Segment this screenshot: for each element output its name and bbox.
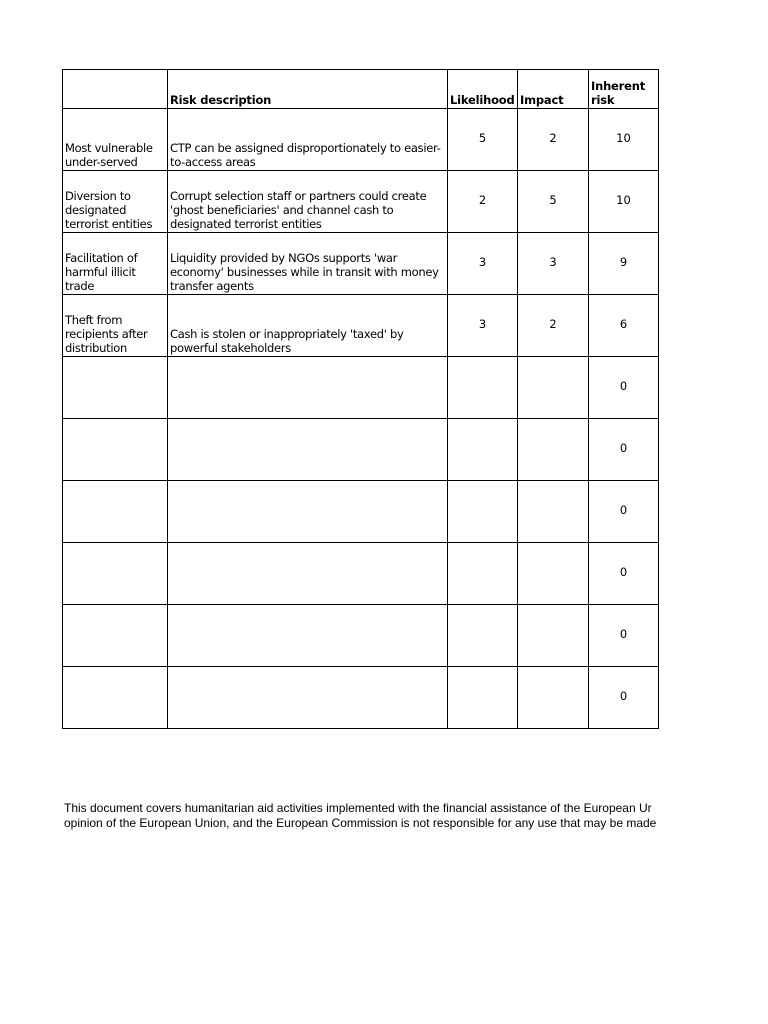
- risk-area-cell: [63, 419, 168, 481]
- inherent-risk-cell: 0: [589, 605, 659, 667]
- table-row: [63, 543, 659, 605]
- header-area: [63, 70, 168, 109]
- impact-cell: 2: [518, 109, 589, 171]
- risk-area-cell: [63, 481, 168, 543]
- risk-area-cell: [63, 543, 168, 605]
- risk-description-cell: [168, 357, 448, 419]
- likelihood-cell: 3: [448, 295, 518, 357]
- risk-area-cell: Most vulnerable under-served: [63, 109, 168, 171]
- inherent-risk-cell: 0: [589, 419, 659, 481]
- risk-description-cell: Corrupt selection staff or partners could create 'ghost beneficiaries' and channel cash to designated terrorist entities: [168, 171, 448, 233]
- impact-cell: [518, 357, 589, 419]
- risk-area-cell: Theft from recipients after distribution: [63, 295, 168, 357]
- inherent-risk-cell: 0: [589, 667, 659, 729]
- table-row: [63, 419, 659, 481]
- header-risk-description: Risk description: [168, 70, 448, 109]
- likelihood-cell: [448, 543, 518, 605]
- table-row: [63, 295, 659, 357]
- inherent-risk-cell: 0: [589, 543, 659, 605]
- risk-table: [62, 69, 659, 729]
- likelihood-cell: [448, 667, 518, 729]
- likelihood-cell: [448, 481, 518, 543]
- table-row: [63, 357, 659, 419]
- impact-cell: [518, 605, 589, 667]
- likelihood-cell: 5: [448, 109, 518, 171]
- inherent-risk-cell: 6: [589, 295, 659, 357]
- inherent-risk-cell: 10: [589, 171, 659, 233]
- impact-cell: 5: [518, 171, 589, 233]
- impact-cell: [518, 667, 589, 729]
- table-row: [63, 481, 659, 543]
- impact-cell: [518, 481, 589, 543]
- risk-description-cell: [168, 543, 448, 605]
- risk-description-cell: CTP can be assigned disproportionately to easier-to-access areas: [168, 109, 448, 171]
- impact-cell: 2: [518, 295, 589, 357]
- risk-description-cell: [168, 667, 448, 729]
- risk-description-cell: [168, 605, 448, 667]
- likelihood-cell: [448, 419, 518, 481]
- table-row: [63, 171, 659, 233]
- impact-cell: [518, 543, 589, 605]
- inherent-risk-cell: 0: [589, 357, 659, 419]
- risk-area-cell: Facilitation of harmful illicit trade: [63, 233, 168, 295]
- inherent-risk-cell: 10: [589, 109, 659, 171]
- risk-description-cell: [168, 419, 448, 481]
- risk-area-cell: [63, 605, 168, 667]
- impact-cell: 3: [518, 233, 589, 295]
- likelihood-cell: 2: [448, 171, 518, 233]
- table-row: [63, 667, 659, 729]
- header-likelihood: Likelihood: [448, 70, 518, 109]
- header-inherent-risk: Inherent risk: [589, 70, 659, 109]
- inherent-risk-cell: 0: [589, 481, 659, 543]
- inherent-risk-cell: 9: [589, 233, 659, 295]
- table-row: [63, 605, 659, 667]
- disclaimer-line: This document covers humanitarian aid activities implemented with the financial assistance of the European Ur: [64, 801, 652, 815]
- risk-description-cell: Liquidity provided by NGOs supports 'war economy' businesses while in transit with money transfer agents: [168, 233, 448, 295]
- table-row: [63, 109, 659, 171]
- header-impact: Impact: [518, 70, 589, 109]
- table-row: [63, 233, 659, 295]
- likelihood-cell: [448, 357, 518, 419]
- disclaimer-line: opinion of the European Union, and the European Commission is not responsible for any use that may be made: [64, 815, 657, 830]
- impact-cell: [518, 419, 589, 481]
- risk-area-cell: Diversion to designated terrorist entities: [63, 171, 168, 233]
- eu-disclaimer: [64, 801, 681, 830]
- risk-area-cell: [63, 357, 168, 419]
- risk-description-cell: Cash is stolen or inappropriately 'taxed' by powerful stakeholders: [168, 295, 448, 357]
- risk-area-cell: [63, 667, 168, 729]
- likelihood-cell: 3: [448, 233, 518, 295]
- likelihood-cell: [448, 605, 518, 667]
- risk-description-cell: [168, 481, 448, 543]
- header-row: [63, 70, 659, 109]
